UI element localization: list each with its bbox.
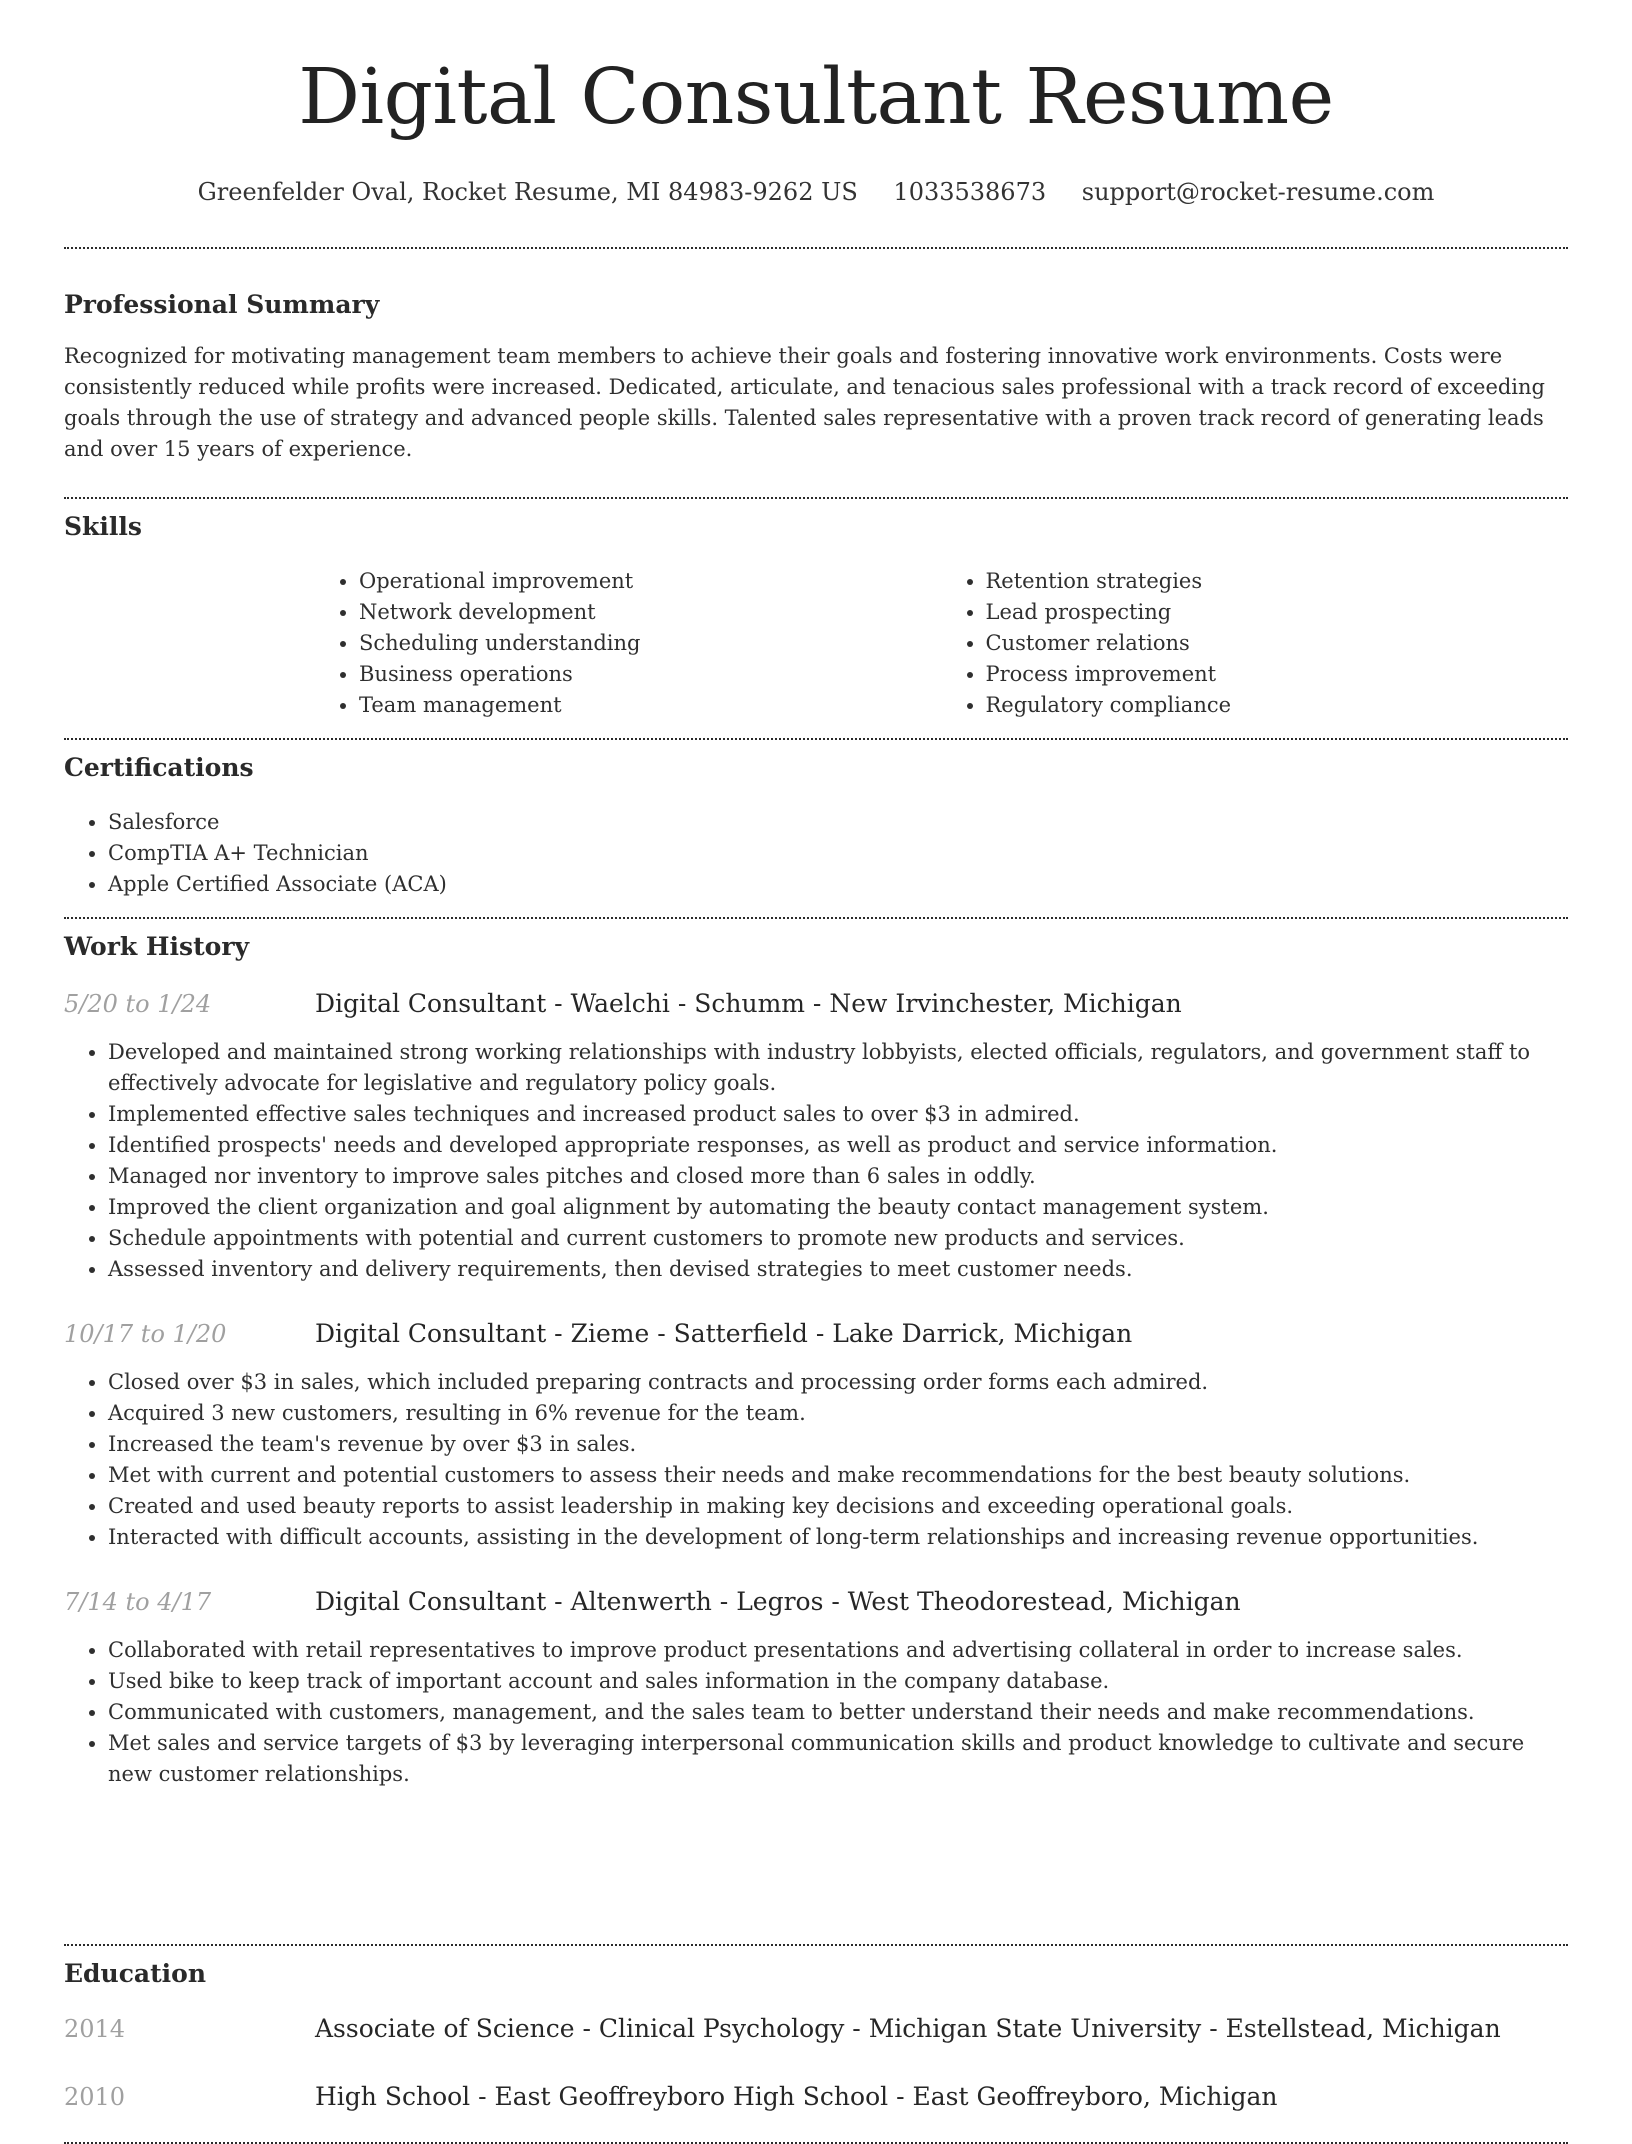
contact-email: support@rocket-resume.com xyxy=(1081,178,1435,206)
resume-page xyxy=(64,0,1568,2144)
certification-item: • Apple Certified Associate (ACA) xyxy=(108,869,1568,900)
skill-item: • Process improvement xyxy=(986,659,1569,690)
skills-list-right xyxy=(942,566,1569,721)
work-heading: Work History xyxy=(64,932,250,961)
job-bullet: • Created and used beauty reports to assist leadership in making key decisions and exceeding operational goals. xyxy=(108,1491,1568,1522)
certification-item: • Salesforce xyxy=(108,807,1568,838)
job-bullet: • Collaborated with retail representatives to improve product presentations and advertising collateral in order to increase sales. xyxy=(108,1635,1568,1666)
resume-title: Digital Consultant Resume xyxy=(298,53,1334,142)
skill-item: • Regulatory compliance xyxy=(986,690,1569,721)
skill-item: • Customer relations xyxy=(986,628,1569,659)
job-bullet: • Managed nor inventory to improve sales pitches and closed more than 6 sales in oddly. xyxy=(108,1161,1568,1192)
summary-text: Recognized for motivating management team members to achieve their goals and fostering innovative work environments. Costs were consistently reduced while profits were increased. Dedicated, articulate, and tenacious sales professional with a track record of exceeding goals through the use of strategy and advanced people skills. Talented sales representative with a proven track record of generating leads and over 15 years of experience. xyxy=(64,344,1545,461)
job-title: Digital Consultant - Waelchi - Schumm - New Irvinchester, Michigan xyxy=(315,989,1182,1018)
skill-item: • Lead prospecting xyxy=(986,597,1569,628)
job-entry xyxy=(64,989,1568,1285)
education-year: 2010 xyxy=(64,2083,126,2111)
summary-heading: Professional Summary xyxy=(64,290,380,319)
certifications-heading: Certifications xyxy=(64,753,254,782)
job-bullet: • Developed and maintained strong working relationships with industry lobbyists, elected officials, regulators, and government staff to effectively advocate for legislative and regulatory policy goals. xyxy=(108,1037,1568,1099)
certifications-section xyxy=(64,740,1568,917)
job-bullet: • Met with current and potential customers to assess their needs and make recommendations for the best beauty solutions. xyxy=(108,1460,1568,1491)
certifications-list xyxy=(64,807,1568,900)
education-title: High School - East Geoffreyboro High School - East Geoffreyboro, Michigan xyxy=(315,2082,1278,2111)
job-entry xyxy=(64,1319,1568,1553)
education-entry xyxy=(64,2014,1568,2050)
job-bullet: • Improved the client organization and goal alignment by automating the beauty contact management system. xyxy=(108,1192,1568,1223)
job-dates: 5/20 to 1/24 xyxy=(64,990,212,1018)
education-title: Associate of Science - Clinical Psychology - Michigan State University - Estellstead, Michigan xyxy=(315,2014,1501,2043)
job-entry xyxy=(64,1587,1568,1790)
job-title: Digital Consultant - Altenwerth - Legros - West Theodorestead, Michigan xyxy=(315,1587,1241,1616)
education-heading: Education xyxy=(64,1959,207,1988)
skill-item: • Operational improvement xyxy=(359,566,942,597)
job-header xyxy=(64,1587,1568,1623)
education-section xyxy=(64,1946,1568,2142)
job-header xyxy=(64,989,1568,1025)
job-bullet: • Met sales and service targets of $3 by leveraging interpersonal communication skills and product knowledge to cultivate and secure new customer relationships. xyxy=(108,1728,1568,1790)
job-bullet: • Increased the team's revenue by over $3 in sales. xyxy=(108,1429,1568,1460)
skill-item: • Network development xyxy=(359,597,942,628)
contact-phone: 1033538673 xyxy=(893,178,1047,206)
job-bullet: • Used bike to keep track of important account and sales information in the company database. xyxy=(108,1666,1568,1697)
education-year: 2014 xyxy=(64,2015,126,2043)
skills-list-left xyxy=(315,566,942,721)
education-entry xyxy=(64,2082,1568,2118)
summary-section xyxy=(64,249,1568,497)
job-bullet: • Identified prospects' needs and developed appropriate responses, as well as product and service information. xyxy=(108,1130,1568,1161)
job-bullet: • Acquired 3 new customers, resulting in 6% revenue for the team. xyxy=(108,1398,1568,1429)
job-dates: 10/17 to 1/20 xyxy=(64,1320,227,1348)
work-section xyxy=(64,919,1568,1944)
job-bullet: • Implemented effective sales techniques and increased product sales to over $3 in admired. xyxy=(108,1099,1568,1130)
job-bullet: • Assessed inventory and delivery requirements, then devised strategies to meet customer needs. xyxy=(108,1254,1568,1285)
job-bullet: • Communicated with customers, management, and the sales team to better understand their needs and make recommendations. xyxy=(108,1697,1568,1728)
job-bullets xyxy=(64,1635,1568,1790)
skills-heading: Skills xyxy=(64,512,142,541)
job-bullets xyxy=(64,1037,1568,1285)
job-header xyxy=(64,1319,1568,1355)
contact-address: Greenfelder Oval, Rocket Resume, MI 84983-9262 US xyxy=(197,178,858,206)
skill-item: • Scheduling understanding xyxy=(359,628,942,659)
job-bullets xyxy=(64,1367,1568,1553)
skills-section xyxy=(64,499,1568,738)
skill-item: • Business operations xyxy=(359,659,942,690)
skill-item: • Team management xyxy=(359,690,942,721)
skills-columns xyxy=(315,566,1568,721)
job-bullet: • Closed over $3 in sales, which included preparing contracts and processing order forms each admired. xyxy=(108,1367,1568,1398)
job-title: Digital Consultant - Zieme - Satterfield - Lake Darrick, Michigan xyxy=(315,1319,1133,1348)
job-bullet: • Interacted with difficult accounts, assisting in the development of long-term relationships and increasing revenue opportunities. xyxy=(108,1522,1568,1553)
job-bullet: • Schedule appointments with potential and current customers to promote new products and services. xyxy=(108,1223,1568,1254)
skill-item: • Retention strategies xyxy=(986,566,1569,597)
job-dates: 7/14 to 4/17 xyxy=(64,1588,212,1616)
certification-item: • CompTIA A+ Technician xyxy=(108,838,1568,869)
contact-line xyxy=(64,176,1568,208)
